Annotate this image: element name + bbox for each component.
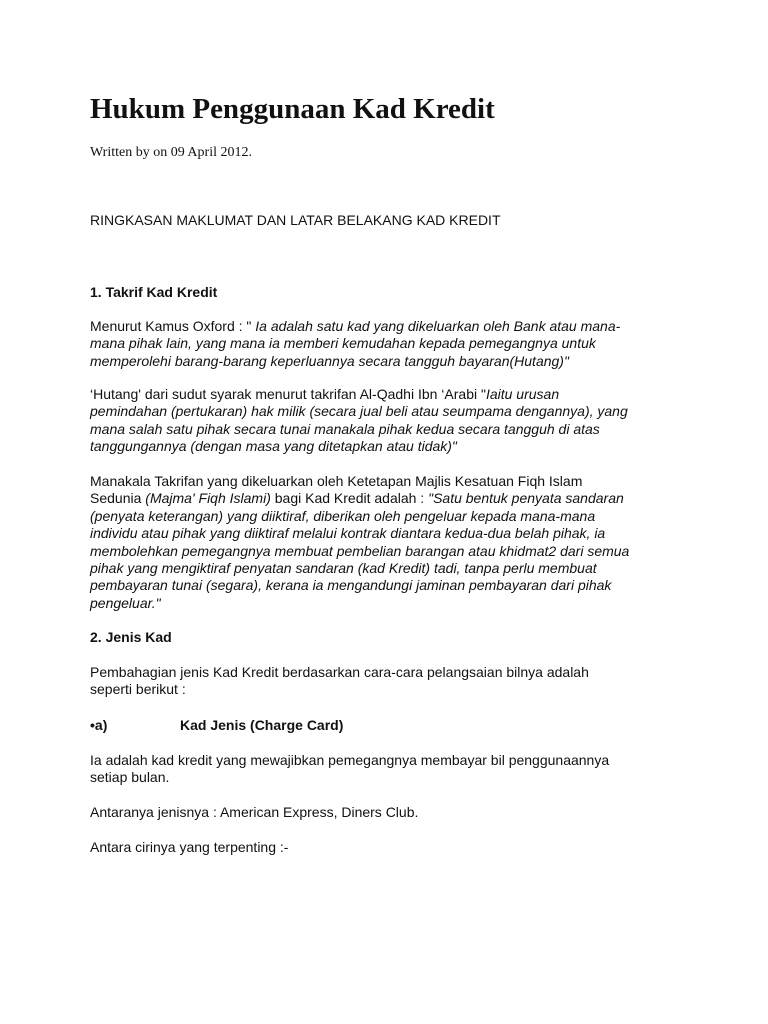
text-italic: (Majma' Fiqh Islami) [145,490,271,507]
byline: Written by on 09 April 2012. [90,145,252,160]
text-plain: ‘Hutang' dari sudut syarak menurut takrifan Al-Qadhi Ibn ‘Arabi " [90,386,486,402]
paragraph-line: Pembahagian jenis Kad Kredit berdasarkan cara-cara pelangsaian bilnya adalah [90,664,589,680]
paragraph-line: Antaranya jenisnya : American Express, Diners Club. [90,804,419,820]
page-title: Hukum Penggunaan Kad Kredit [90,93,495,125]
paragraph-line: pembayaran tunai (segara), kerana ia mengandungi jaminan pembayaran dari pihak [90,577,612,594]
paragraph-charge-card-desc [90,752,690,787]
paragraph-oxford [90,318,690,370]
text-italic: "Satu bentuk penyata sandaran [428,490,624,507]
text-plain: bagi Kad Kredit adalah : [270,490,429,507]
paragraph-line [90,386,690,403]
paragraph-line: Manakala Takrifan yang dikeluarkan oleh Ketetapan Majlis Kesatuan Fiqh Islam [90,473,583,489]
paragraph-line: Ia adalah kad kredit yang mewajibkan pemegangnya membayar bil penggunaannya [90,752,610,768]
paragraph-line: (penyata keterangan) yang diiktiraf, diberikan oleh pengeluar kepada mana-mana [90,507,596,524]
section-heading-jenis: 2. Jenis Kad [90,629,172,645]
paragraph-line: pihak yang mengiktiraf penyatan sandaran (kad Kredit) tadi, tanpa perlu membuat [90,560,597,577]
paragraph-ciri [90,839,690,856]
text-plain: Menurut Kamus Oxford : " [90,318,256,334]
paragraph-line: tanggungannya (dengan masa yang ditetapkan atau tidak)" [90,438,457,455]
paragraph-antaranya [90,804,690,821]
paragraph-line: membolehkan pemegangnya membuat pembelian barangan atau khidmat2 dari semua [90,542,630,559]
paragraph-line: pemindahan (pertukaran) hak milik (secara jual beli atau seumpama dengannya), yang [90,403,628,420]
paragraph-hutang [90,386,690,456]
paragraph-line: individu atau pihak yang diiktiraf melalui kontrak diantara kedua-dua belah pihak, ia [90,525,606,542]
text-plain: Sedunia [90,490,146,507]
paragraph-line: pengeluar." [90,594,161,611]
paragraph-line: memperolehi barang-barang keperluannya secara tangguh bayaran(Hutang)" [90,352,569,369]
text-italic: Iaitu urusan [485,386,560,402]
paragraph-pembahagian [90,664,690,699]
paragraph-line: Antara cirinya yang terpenting :- [90,839,289,855]
section-heading-takrif: 1. Takrif Kad Kredit [90,284,218,300]
text-italic: Ia adalah satu kad yang dikeluarkan oleh Bank atau mana- [255,318,621,334]
main-section-heading: RINGKASAN MAKLUMAT DAN LATAR BELAKANG KAD KREDIT [90,212,501,228]
paragraph-majma [90,473,690,612]
paragraph-line: seperti berikut : [90,681,186,698]
paragraph-line [90,490,690,507]
paragraph-line: mana pihak lain, yang mana ia memberi kemudahan kepada pemegangnya untuk [90,335,596,352]
paragraph-line: mana salah satu pihak secara tunai manakala pihak kedua secara tangguh di atas [90,420,600,437]
paragraph-line [90,318,690,335]
list-marker: •a) [90,717,108,733]
paragraph-line: setiap bulan. [90,769,170,786]
list-item-label: Kad Jenis (Charge Card) [180,717,344,733]
